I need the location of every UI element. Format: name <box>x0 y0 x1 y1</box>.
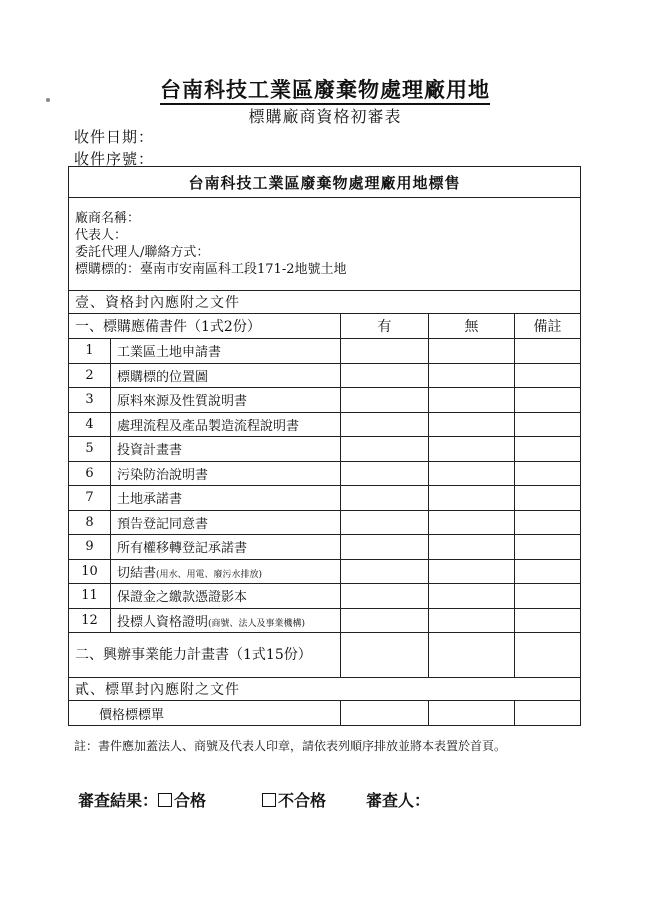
item-number: 3 <box>69 388 111 413</box>
item-none-cell[interactable] <box>429 510 515 535</box>
table-row <box>69 461 581 486</box>
fail-label: 不合格 <box>278 791 327 810</box>
item-name: 保證金之繳款憑證影本 <box>117 590 248 606</box>
item-none-cell[interactable] <box>429 461 515 486</box>
item-name-cell <box>111 412 341 437</box>
item-none-cell[interactable] <box>429 437 515 462</box>
bid-form-none-cell[interactable] <box>429 701 515 726</box>
header-remark: 備註 <box>515 314 581 339</box>
table-row <box>69 363 581 388</box>
item-number: 11 <box>69 584 111 609</box>
item-remark-cell[interactable] <box>515 437 581 462</box>
item-name: 所有權移轉登記承諾書 <box>117 541 248 557</box>
pass-checkbox[interactable] <box>158 793 172 807</box>
table-row <box>69 584 581 609</box>
item-none-cell[interactable] <box>429 559 515 584</box>
item-number: 1 <box>69 339 111 364</box>
item-name-cell <box>111 461 341 486</box>
business-plan-has-cell[interactable] <box>341 633 429 678</box>
item-number: 9 <box>69 535 111 560</box>
table-row <box>69 437 581 462</box>
pass-label: 合格 <box>174 791 207 810</box>
item-remark-cell[interactable] <box>515 339 581 364</box>
banner-row <box>69 167 581 198</box>
item-has-cell[interactable] <box>341 461 429 486</box>
item-has-cell[interactable] <box>341 412 429 437</box>
vendor-info-row <box>69 198 581 291</box>
business-plan-row <box>69 633 581 678</box>
item-name-cell <box>111 486 341 511</box>
bid-form-has-cell[interactable] <box>341 701 429 726</box>
section-one-heading: 壹、資格封內應附之文件 <box>69 291 581 314</box>
item-has-cell[interactable] <box>341 510 429 535</box>
vendor-name-field: 廠商名稱： <box>75 211 141 226</box>
table-row <box>69 388 581 413</box>
bid-form-row <box>69 701 581 726</box>
bid-target-field: 標購標的：臺南市安南區科工段171-2地號土地 <box>75 262 347 277</box>
item-name-cell <box>111 510 341 535</box>
item-has-cell[interactable] <box>341 584 429 609</box>
document-title: 台南科技工業區廢棄物處理廠用地 <box>0 74 650 104</box>
header-row <box>69 314 581 339</box>
item-remark-cell[interactable] <box>515 486 581 511</box>
item-has-cell[interactable] <box>341 535 429 560</box>
item-name: 投標人資格證明 <box>117 614 209 630</box>
item-name: 工業區土地申請書 <box>117 345 222 361</box>
item-remark-cell[interactable] <box>515 584 581 609</box>
item-name-cell <box>111 388 341 413</box>
item-number: 2 <box>69 363 111 388</box>
item-remark-cell[interactable] <box>515 510 581 535</box>
item-note: (商號、法人及事業機構) <box>208 618 306 629</box>
item-none-cell[interactable] <box>429 388 515 413</box>
bid-form-remark-cell[interactable] <box>515 701 581 726</box>
item-none-cell[interactable] <box>429 363 515 388</box>
item-name: 投資計畫書 <box>117 443 183 459</box>
item-none-cell[interactable] <box>429 486 515 511</box>
item-name-cell <box>111 559 341 584</box>
vendor-info-block <box>69 198 581 291</box>
item-name: 原料來源及性質說明書 <box>117 394 248 410</box>
item-remark-cell[interactable] <box>515 412 581 437</box>
section-two-heading: 貳、標單封內應附之文件 <box>69 678 581 701</box>
item-number: 5 <box>69 437 111 462</box>
table-row <box>69 559 581 584</box>
receive-number-label: 收件序號： <box>74 150 155 168</box>
item-has-cell[interactable] <box>341 559 429 584</box>
item-number: 8 <box>69 510 111 535</box>
item-has-cell[interactable] <box>341 437 429 462</box>
business-plan-label: 二、興辦事業能力計畫書（1式15份） <box>69 633 341 678</box>
item-number: 7 <box>69 486 111 511</box>
item-number: 12 <box>69 608 111 633</box>
item-none-cell[interactable] <box>429 339 515 364</box>
document-subtitle: 標購廠商資格初審表 <box>248 107 402 126</box>
header-none: 無 <box>429 314 515 339</box>
item-name-cell <box>111 339 341 364</box>
item-has-cell[interactable] <box>341 339 429 364</box>
review-form-table <box>68 166 581 726</box>
item-name: 標購標的位置圖 <box>117 369 209 385</box>
table-banner: 台南科技工業區廢棄物處理廠用地標售 <box>69 167 581 198</box>
reviewer-label: 審查人： <box>366 791 431 810</box>
item-name: 土地承諾書 <box>117 492 183 508</box>
header-docs: 一、標購應備書件（1式2份） <box>69 314 341 339</box>
table-row <box>69 339 581 364</box>
review-result-label: 審查結果： <box>78 791 159 810</box>
item-remark-cell[interactable] <box>515 535 581 560</box>
item-name-cell <box>111 584 341 609</box>
fail-checkbox[interactable] <box>262 793 276 807</box>
bid-form-label: 價格標標單 <box>69 701 341 726</box>
item-name-cell <box>111 363 341 388</box>
section-one-row <box>69 291 581 314</box>
table-row <box>69 486 581 511</box>
section-two-row <box>69 678 581 701</box>
table-row <box>69 608 581 633</box>
item-remark-cell[interactable] <box>515 388 581 413</box>
item-none-cell[interactable] <box>429 608 515 633</box>
header-has: 有 <box>341 314 429 339</box>
item-remark-cell[interactable] <box>515 608 581 633</box>
business-plan-none-cell[interactable] <box>429 633 515 678</box>
footnote: 註：書件應加蓋法人、商號及代表人印章，請依表列順序排放並將本表置於首頁。 <box>74 739 507 753</box>
item-remark-cell[interactable] <box>515 363 581 388</box>
representative-field: 代表人： <box>75 228 128 243</box>
item-name: 切結書 <box>117 565 157 581</box>
item-has-cell[interactable] <box>341 486 429 511</box>
item-number: 10 <box>69 559 111 584</box>
item-name: 污染防治說明書 <box>117 467 209 483</box>
item-remark-cell[interactable] <box>515 559 581 584</box>
table-row <box>69 510 581 535</box>
agent-contact-field: 委託代理人/聯絡方式： <box>75 245 210 260</box>
table-row <box>69 412 581 437</box>
item-number: 4 <box>69 412 111 437</box>
item-name-cell <box>111 535 341 560</box>
item-none-cell[interactable] <box>429 412 515 437</box>
document-items <box>69 339 581 633</box>
table-row <box>69 535 581 560</box>
item-none-cell[interactable] <box>429 584 515 609</box>
item-name: 處理流程及產品製造流程說明書 <box>117 418 300 434</box>
item-has-cell[interactable] <box>341 608 429 633</box>
item-has-cell[interactable] <box>341 388 429 413</box>
business-plan-remark-cell[interactable] <box>515 633 581 678</box>
item-note: (用水、用電、廢污水排放) <box>156 569 263 580</box>
item-name: 預告登記同意書 <box>117 516 209 532</box>
item-none-cell[interactable] <box>429 535 515 560</box>
item-has-cell[interactable] <box>341 363 429 388</box>
item-number: 6 <box>69 461 111 486</box>
item-name-cell <box>111 608 341 633</box>
item-name-cell <box>111 437 341 462</box>
item-remark-cell[interactable] <box>515 461 581 486</box>
review-result <box>78 788 430 811</box>
receive-date-label: 收件日期： <box>74 128 155 146</box>
